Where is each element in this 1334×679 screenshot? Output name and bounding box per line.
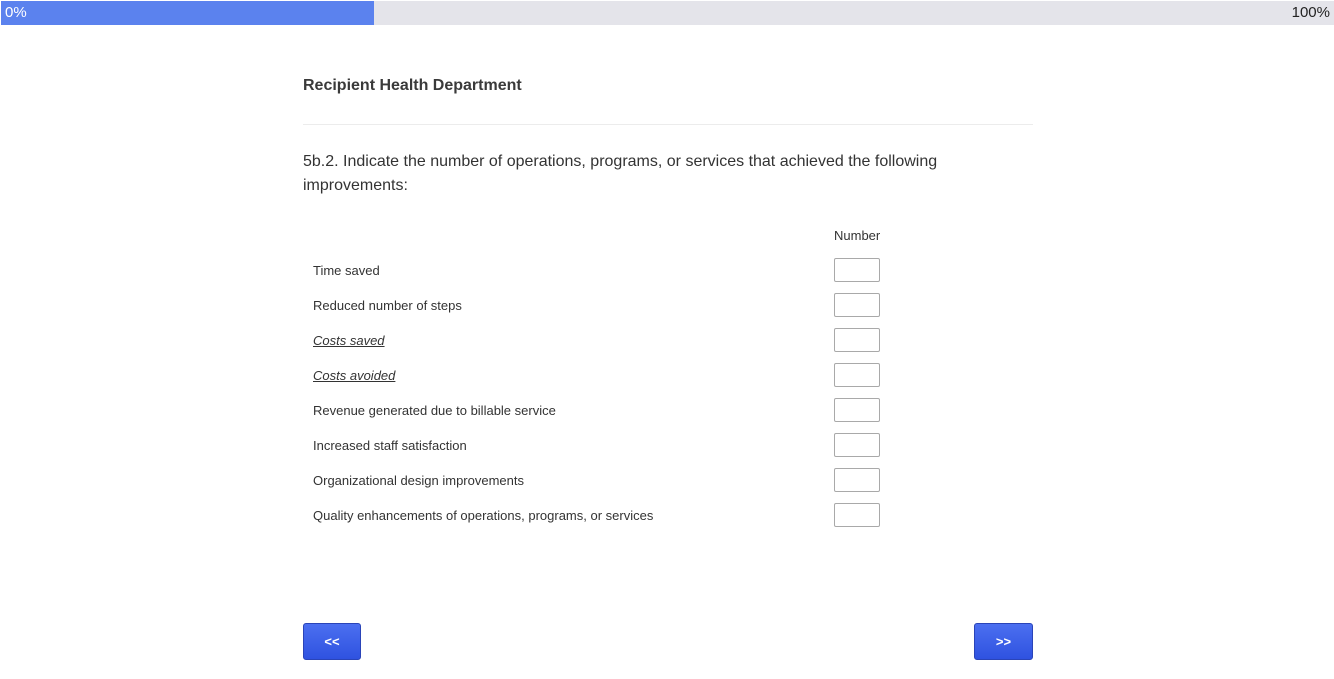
section-title: Recipient Health Department	[303, 77, 522, 94]
number-input[interactable]	[834, 468, 880, 492]
progress-end-label: 100%	[1291, 4, 1330, 21]
number-input[interactable]	[834, 258, 880, 282]
row-label: Reduced number of steps	[313, 298, 462, 313]
number-input[interactable]	[834, 433, 880, 457]
matrix-row	[303, 398, 1033, 424]
row-label-link[interactable]: Costs saved	[313, 333, 385, 348]
row-label: Quality enhancements of operations, programs, or services	[313, 508, 654, 523]
row-label: Revenue generated due to billable service	[313, 403, 556, 418]
progress-fill	[1, 1, 374, 25]
matrix-row	[303, 363, 1033, 389]
row-label: Increased staff satisfaction	[313, 438, 467, 453]
row-label: Time saved	[313, 263, 380, 278]
progress-start-label: 0%	[5, 4, 27, 21]
number-input[interactable]	[834, 363, 880, 387]
matrix-row	[303, 503, 1033, 529]
divider	[303, 124, 1033, 125]
number-input[interactable]	[834, 503, 880, 527]
question-text: 5b.2. Indicate the number of operations, programs, or services that achieved the following improvements:	[303, 153, 938, 194]
number-input[interactable]	[834, 293, 880, 317]
number-input[interactable]	[834, 398, 880, 422]
next-button[interactable]: >>	[974, 623, 1033, 660]
matrix-row	[303, 433, 1033, 459]
progress-bar	[1, 1, 1334, 25]
column-header-number: Number	[834, 228, 881, 243]
number-input[interactable]	[834, 328, 880, 352]
matrix-row	[303, 328, 1033, 354]
matrix-row	[303, 293, 1033, 319]
matrix-row	[303, 468, 1033, 494]
row-label: Organizational design improvements	[313, 473, 524, 488]
back-button[interactable]: <<	[303, 623, 361, 660]
row-label-link[interactable]: Costs avoided	[313, 368, 396, 383]
matrix-row	[303, 258, 1033, 284]
